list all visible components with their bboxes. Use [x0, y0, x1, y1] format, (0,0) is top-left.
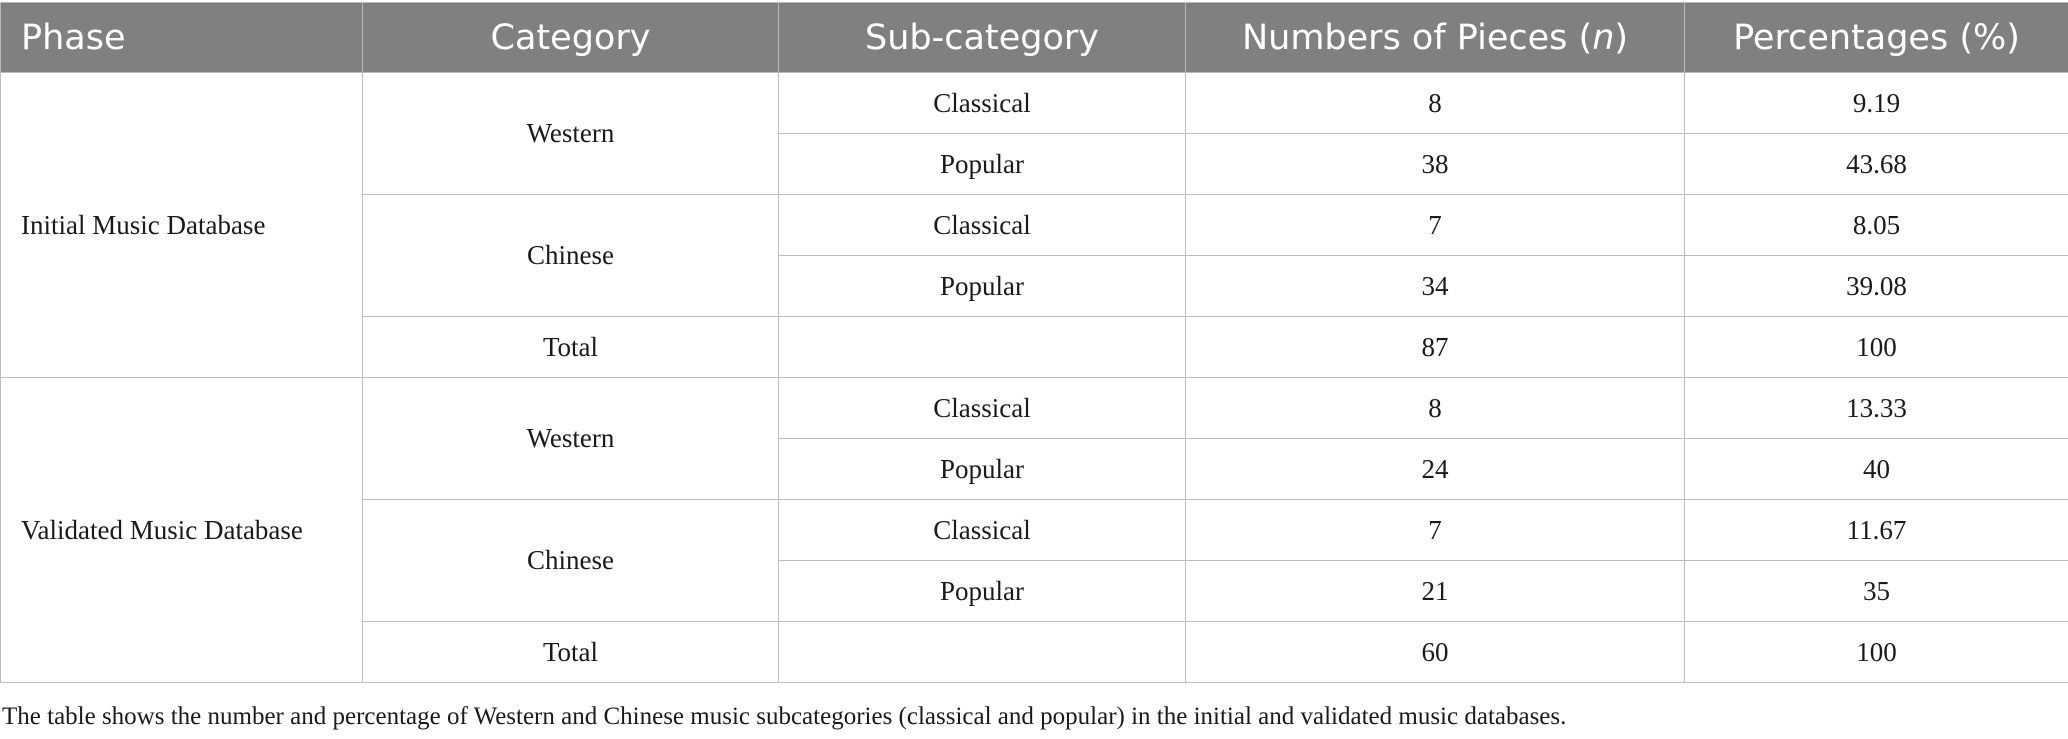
subcategory-cell [779, 622, 1186, 683]
header-phase: Phase [1, 3, 363, 73]
category-cell: Chinese [363, 195, 779, 317]
percentage-cell: 100 [1685, 317, 2068, 378]
count-cell: 38 [1186, 134, 1685, 195]
percentage-cell: 39.08 [1685, 256, 2068, 317]
table-row [1, 378, 2068, 439]
total-label-cell: Total [363, 622, 779, 683]
subcategory-cell: Classical [779, 73, 1186, 134]
percentage-cell: 13.33 [1685, 378, 2068, 439]
header-numbers [1186, 3, 1685, 73]
phase-cell: Initial Music Database [1, 73, 363, 378]
count-cell: 7 [1186, 195, 1685, 256]
percentage-cell: 11.67 [1685, 500, 2068, 561]
subcategory-cell [779, 317, 1186, 378]
table-caption: The table shows the number and percentage of Western and Chinese music subcategories (classical and popular) in the initial and validated music databases. [2, 703, 1567, 730]
header-numbers-variable: n [1592, 17, 1615, 58]
count-cell: 87 [1186, 317, 1685, 378]
subcategory-cell: Classical [779, 195, 1186, 256]
percentage-cell: 35 [1685, 561, 2068, 622]
percentage-cell: 8.05 [1685, 195, 2068, 256]
count-cell: 24 [1186, 439, 1685, 500]
category-cell: Chinese [363, 500, 779, 622]
header-numbers-suffix: ) [1614, 17, 1629, 58]
subcategory-cell: Popular [779, 256, 1186, 317]
percentage-cell: 100 [1685, 622, 2068, 683]
count-cell: 21 [1186, 561, 1685, 622]
count-cell: 7 [1186, 500, 1685, 561]
subcategory-cell: Popular [779, 561, 1186, 622]
subcategory-cell: Classical [779, 378, 1186, 439]
category-cell: Western [363, 378, 779, 500]
category-cell: Western [363, 73, 779, 195]
count-cell: 34 [1186, 256, 1685, 317]
subcategory-cell: Popular [779, 439, 1186, 500]
count-cell: 8 [1186, 73, 1685, 134]
music-database-table [0, 2, 2068, 683]
count-cell: 60 [1186, 622, 1685, 683]
header-numbers-prefix: Numbers of Pieces ( [1241, 17, 1593, 58]
subcategory-cell: Classical [779, 500, 1186, 561]
table-row [1, 73, 2068, 134]
subcategory-cell: Popular [779, 134, 1186, 195]
percentage-cell: 40 [1685, 439, 2068, 500]
total-label-cell: Total [363, 317, 779, 378]
table-header-row [1, 3, 2068, 73]
count-cell: 8 [1186, 378, 1685, 439]
percentage-cell: 43.68 [1685, 134, 2068, 195]
header-category: Category [363, 3, 779, 73]
header-percentages: Percentages (%) [1685, 3, 2068, 73]
phase-cell: Validated Music Database [1, 378, 363, 683]
percentage-cell: 9.19 [1685, 73, 2068, 134]
header-subcategory: Sub-category [779, 3, 1186, 73]
